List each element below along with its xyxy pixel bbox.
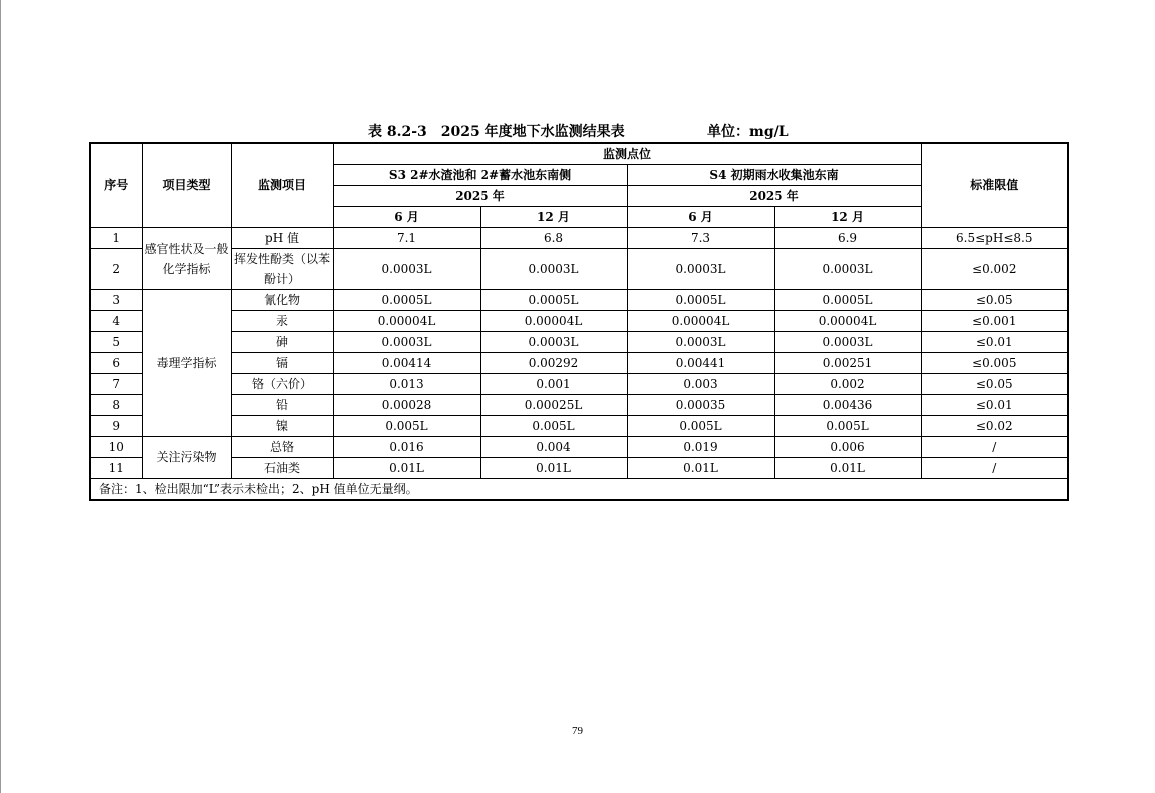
table-caption <box>330 121 800 141</box>
limit-cell: ≤0.05 <box>921 290 1068 311</box>
item-cell: 总铬 <box>231 437 333 458</box>
table-row <box>90 290 1068 311</box>
limit-cell: ≤0.005 <box>921 353 1068 374</box>
item-cell: 挥发性酚类（以苯酚计） <box>231 249 333 290</box>
table-row <box>90 416 1068 437</box>
header-month: 6 月 <box>333 207 480 228</box>
value-cell: 0.0005L <box>774 290 921 311</box>
limit-cell: ≤0.01 <box>921 332 1068 353</box>
value-cell: 0.005L <box>774 416 921 437</box>
limit-cell: ≤0.001 <box>921 311 1068 332</box>
value-cell: 0.0003L <box>774 249 921 290</box>
row-number: 9 <box>90 416 142 437</box>
header-points: 监测点位 <box>333 143 921 165</box>
limit-cell: ≤0.002 <box>921 249 1068 290</box>
value-cell: 0.00292 <box>480 353 627 374</box>
value-cell: 0.0005L <box>333 290 480 311</box>
value-cell: 0.003 <box>627 374 774 395</box>
header-year-s3: 2025 年 <box>333 186 627 207</box>
limit-cell: ≤0.02 <box>921 416 1068 437</box>
value-cell: 0.00004L <box>774 311 921 332</box>
limit-cell: / <box>921 437 1068 458</box>
value-cell: 0.00004L <box>627 311 774 332</box>
row-number: 1 <box>90 228 142 249</box>
row-number: 5 <box>90 332 142 353</box>
item-cell: 砷 <box>231 332 333 353</box>
header-month: 12 月 <box>774 207 921 228</box>
value-cell: 0.006 <box>774 437 921 458</box>
value-cell: 0.016 <box>333 437 480 458</box>
item-cell: 铬（六价） <box>231 374 333 395</box>
header-site-s4: S4 初期雨水收集池东南 <box>627 165 921 186</box>
value-cell: 0.00436 <box>774 395 921 416</box>
header-site-s3: S3 2#水渣池和 2#蓄水池东南侧 <box>333 165 627 186</box>
value-cell: 0.0003L <box>627 249 774 290</box>
row-number: 2 <box>90 249 142 290</box>
value-cell: 0.00025L <box>480 395 627 416</box>
header-seq: 序号 <box>90 143 142 228</box>
table-row <box>90 437 1068 458</box>
value-cell: 0.005L <box>627 416 774 437</box>
value-cell: 6.9 <box>774 228 921 249</box>
table-row <box>90 353 1068 374</box>
row-number: 7 <box>90 374 142 395</box>
header-category: 项目类型 <box>142 143 231 228</box>
value-cell: 0.0003L <box>480 249 627 290</box>
value-cell: 0.01L <box>774 458 921 479</box>
table-row <box>90 332 1068 353</box>
item-cell: 镍 <box>231 416 333 437</box>
value-cell: 7.3 <box>627 228 774 249</box>
value-cell: 7.1 <box>333 228 480 249</box>
header-month: 12 月 <box>480 207 627 228</box>
value-cell: 0.002 <box>774 374 921 395</box>
limit-cell: ≤0.01 <box>921 395 1068 416</box>
value-cell: 0.01L <box>480 458 627 479</box>
value-cell: 0.00004L <box>480 311 627 332</box>
row-number: 3 <box>90 290 142 311</box>
value-cell: 0.005L <box>333 416 480 437</box>
header-limit: 标准限值 <box>921 143 1068 228</box>
table-note: 备注：1、检出限加“L”表示未检出；2、pH 值单位无量纲。 <box>90 479 1068 501</box>
value-cell: 0.00035 <box>627 395 774 416</box>
table-row <box>90 395 1068 416</box>
row-number: 8 <box>90 395 142 416</box>
page-number: 79 <box>572 725 583 737</box>
value-cell: 0.0003L <box>333 332 480 353</box>
value-cell: 0.004 <box>480 437 627 458</box>
row-number: 4 <box>90 311 142 332</box>
value-cell: 6.8 <box>480 228 627 249</box>
table-row <box>90 458 1068 479</box>
limit-cell: 6.5≤pH≤8.5 <box>921 228 1068 249</box>
table-row <box>90 249 1068 290</box>
category-cell: 感官性状及一般化学指标 <box>142 228 231 290</box>
row-number: 10 <box>90 437 142 458</box>
value-cell: 0.00251 <box>774 353 921 374</box>
note-row <box>90 479 1068 501</box>
page-edge-rule <box>0 0 1 793</box>
row-number: 6 <box>90 353 142 374</box>
value-cell: 0.0003L <box>333 249 480 290</box>
item-cell: 汞 <box>231 311 333 332</box>
table-row <box>90 311 1068 332</box>
value-cell: 0.00441 <box>627 353 774 374</box>
value-cell: 0.013 <box>333 374 480 395</box>
limit-cell: / <box>921 458 1068 479</box>
value-cell: 0.001 <box>480 374 627 395</box>
category-cell: 关注污染物 <box>142 437 231 479</box>
table-row <box>90 374 1068 395</box>
item-cell: 铅 <box>231 395 333 416</box>
table-unit: 单位：mg/L <box>707 124 789 140</box>
value-cell: 0.0005L <box>480 290 627 311</box>
table-row <box>90 228 1068 249</box>
category-cell: 毒理学指标 <box>142 290 231 437</box>
value-cell: 0.01L <box>627 458 774 479</box>
item-cell: 石油类 <box>231 458 333 479</box>
row-number: 11 <box>90 458 142 479</box>
item-cell: 镉 <box>231 353 333 374</box>
value-cell: 0.0003L <box>480 332 627 353</box>
item-cell: 氰化物 <box>231 290 333 311</box>
value-cell: 0.00004L <box>333 311 480 332</box>
limit-cell: ≤0.05 <box>921 374 1068 395</box>
value-cell: 0.005L <box>480 416 627 437</box>
value-cell: 0.01L <box>333 458 480 479</box>
value-cell: 0.0003L <box>774 332 921 353</box>
item-cell: pH 值 <box>231 228 333 249</box>
value-cell: 0.0003L <box>627 332 774 353</box>
value-cell: 0.00028 <box>333 395 480 416</box>
value-cell: 0.0005L <box>627 290 774 311</box>
header-month: 6 月 <box>627 207 774 228</box>
value-cell: 0.00414 <box>333 353 480 374</box>
header-item: 监测项目 <box>231 143 333 228</box>
value-cell: 0.019 <box>627 437 774 458</box>
header-year-s4: 2025 年 <box>627 186 921 207</box>
table-title: 表 8.2-3 2025 年度地下水监测结果表 <box>368 124 625 140</box>
groundwater-monitoring-table <box>89 142 1069 501</box>
